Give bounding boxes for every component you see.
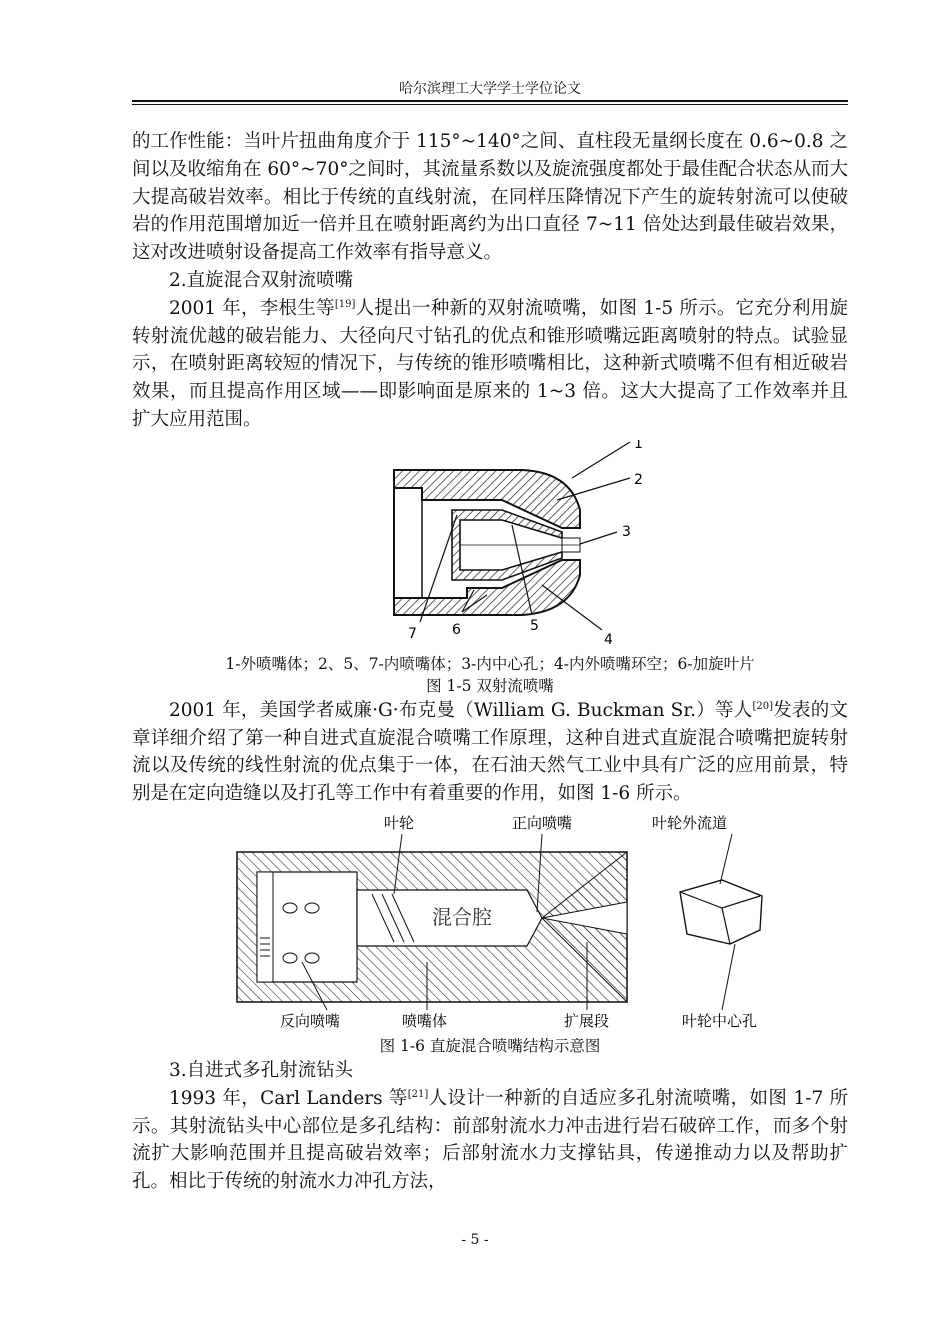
header-rule-thick: [132, 100, 848, 102]
fig6-label-forward-nozzle: 正向喷嘴: [512, 813, 573, 832]
section-heading-3: 3.自进式多孔射流钻头: [169, 1059, 354, 1081]
fig5-label-3: 3: [622, 523, 631, 540]
section-heading-2: 2.直旋混合双射流喷嘴: [169, 269, 354, 291]
paragraph-3-start: 2001 年，美国学者威廉·G·布克曼（William G. Buckman Sr.）等人: [169, 699, 753, 721]
citation-21: [21]: [407, 1088, 429, 1100]
fig5-label-2: 2: [634, 471, 643, 488]
figure-1-5: [132, 440, 848, 653]
citation-20: [20]: [752, 700, 774, 712]
paragraph-4-rest: 人设计一种新的自适应多孔射流喷嘴，如图 1-7 所示。其射流钻头中心部位是多孔结构：前部射流水力冲击进行岩石破碎工作，而多个射流扩大影响范围并且提高破岩效率；后部射流水力支撑钻具，传递推动力以及帮助扩孔。相比于传统的射流水力冲孔方法，: [132, 1087, 848, 1193]
paragraph-4-start: 1993 年，Carl Landers 等: [169, 1087, 408, 1109]
paragraph-3-rest: 发表的文章详细介绍了第一种自进式直旋混合喷嘴工作原理，这种自进式直旋混合喷嘴把旋转射流以及传统的线性射流的优点集于一体，在石油天然气工业中具有广泛的应用前景，特别是在定向造缝以及打孔等工作中有着重要的作用，如图 1-6 所示。: [132, 699, 848, 805]
fig6-label-mixing-chamber: 混合腔: [432, 904, 492, 929]
fig6-label-impeller-hole: 叶轮中心孔: [682, 1011, 758, 1030]
figure-1-6-caption: 图 1-6 直旋混合喷嘴结构示意图: [379, 1036, 601, 1055]
fig6-label-expansion: 扩展段: [564, 1011, 610, 1030]
paragraph-1: 的工作性能：当叶片扭曲角度介于 115°~140°之间、直柱段无量纲长度在 0.6~0.8 之间以及收缩角在 60°~70°之间时，其流量系数以及旋流强度都处于最佳配合状态从而大大提高破岩效率。相比于传统的直线射流，在同样压降情况下产生的旋转射流可以使破岩的作用范围增加近一倍并且在喷射距离约为出口直径 7~11 倍处达到最佳破岩效果，这对改进喷射设备提高工作效率有指导意义。: [132, 131, 848, 264]
page-number: - 5 -: [461, 1232, 489, 1248]
figure-1-6: [132, 812, 848, 1035]
fig6-label-nozzle-body: 喷嘴体: [402, 1011, 448, 1030]
fig5-label-7: 7: [408, 625, 417, 642]
fig5-label-6: 6: [452, 621, 461, 638]
paragraph-2-rest: 人提出一种新的双射流喷嘴，如图 1-5 所示。它充分利用旋转射流优越的破岩能力、大径向尺寸钻孔的优点和锥形喷嘴远距离喷射的特点。试验显示，在喷射距离较短的情况下，与传统的锥形喷嘴相比，这种新式喷嘴不但有相近破岩效果，而且提高作用区域——即影响面是原来的 1~3 倍。这大大提高了工作效率并且扩大应用范围。: [132, 297, 848, 430]
swirl-mixing-nozzle-drawing: [132, 812, 848, 1035]
page-header: 哈尔滨理工大学学士学位论文: [399, 81, 581, 97]
paragraph-2: [132, 295, 848, 434]
fig6-label-outer-channel: 叶轮外流道: [652, 813, 728, 832]
paragraph-3: [132, 697, 848, 808]
fig5-label-1: 1: [634, 439, 643, 452]
paragraph-4: [132, 1085, 848, 1196]
figure-1-5-caption: 图 1-5 双射流喷嘴: [426, 676, 554, 695]
figure-1-5-legend: 1-外喷嘴体；2、5、7-内喷嘴体；3-内中心孔；4-内外喷嘴环空；6-加旋叶片: [225, 654, 755, 673]
header-rule-thin: [132, 104, 848, 105]
page-body: [132, 128, 848, 1196]
fig5-label-4: 4: [604, 631, 613, 648]
fig5-label-5: 5: [530, 617, 539, 634]
paragraph-2-start: 2001 年，李根生等: [169, 297, 335, 319]
fig6-label-impeller: 叶轮: [384, 813, 415, 832]
dual-jet-nozzle-drawing: [132, 440, 848, 653]
fig6-label-reverse-nozzle: 反向喷嘴: [280, 1011, 341, 1030]
citation-19: [19]: [334, 298, 356, 310]
